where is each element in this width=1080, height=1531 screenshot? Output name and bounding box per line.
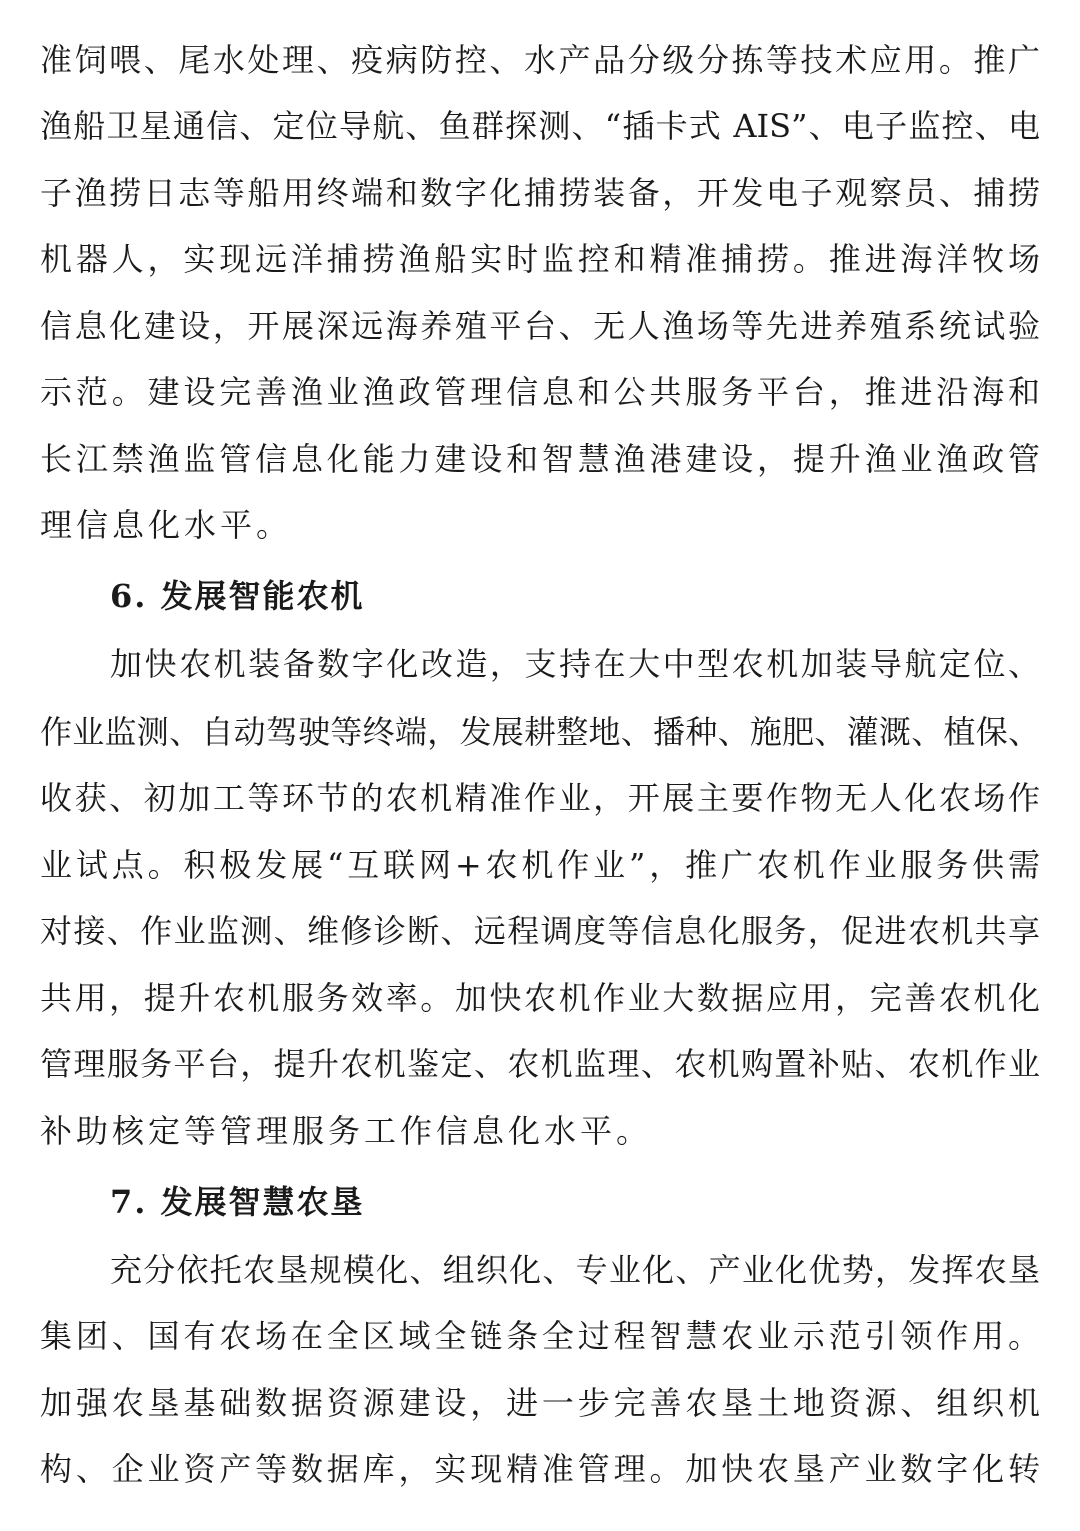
paragraph-line: 长江禁渔监管信息化能力建设和智慧渔港建设，提升渔业渔政管 <box>40 440 1040 478</box>
section-heading-7: 7. 发展智慧农垦 <box>110 1183 365 1221</box>
paragraph-line: 子渔捞日志等船用终端和数字化捕捞装备，开发电子观察员、捕捞 <box>40 174 1040 212</box>
paragraph-line: 收获、初加工等环节的农机精准作业，开展主要作物无人化农场作 <box>40 779 1040 817</box>
paragraph-line: 构、企业资产等数据库，实现精准管理。加快农垦产业数字化转 <box>40 1450 1040 1488</box>
paragraph-line: 示范。建设完善渔业渔政管理信息和公共服务平台，推进沿海和 <box>40 373 1040 411</box>
paragraph-line: 对接、作业监测、维修诊断、远程调度等信息化服务，促进农机共享 <box>40 912 1040 950</box>
paragraph-line: 集团、国有农场在全区域全链条全过程智慧农业示范引领作用。 <box>40 1317 1040 1355</box>
paragraph-line: 加快农机装备数字化改造，支持在大中型农机加装导航定位、 <box>110 645 1040 683</box>
paragraph-line: 共用，提升农机服务效率。加快农机作业大数据应用，完善农机化 <box>40 979 1040 1017</box>
paragraph-line: 加强农垦基础数据资源建设，进一步完善农垦土地资源、组织机 <box>40 1384 1040 1422</box>
paragraph-line: 机器人，实现远洋捕捞渔船实时监控和精准捕捞。推进海洋牧场 <box>40 240 1040 278</box>
paragraph-line: 信息化建设，开展深远海养殖平台、无人渔场等先进养殖系统试验 <box>40 307 1040 345</box>
paragraph-line: 作业监测、自动驾驶等终端，发展耕整地、播种、施肥、灌溉、植保、 <box>40 713 1040 751</box>
paragraph-line: 准饲喂、尾水处理、疫病防控、水产品分级分拣等技术应用。推广 <box>40 41 1040 79</box>
paragraph-line: 渔船卫星通信、定位导航、鱼群探测、“插卡式 AIS”、电子监控、电 <box>40 107 1040 145</box>
paragraph-line: 管理服务平台，提升农机鉴定、农机监理、农机购置补贴、农机作业 <box>40 1045 1040 1083</box>
paragraph-line: 充分依托农垦规模化、组织化、专业化、产业化优势，发挥农垦 <box>110 1251 1040 1289</box>
section-heading-6: 6. 发展智能农机 <box>110 577 365 615</box>
paragraph-line: 业试点。积极发展“互联网+农机作业”，推广农机作业服务供需 <box>40 846 1040 884</box>
paragraph-line: 理信息化水平。 <box>40 506 293 544</box>
paragraph-line: 补助核定等管理服务工作信息化水平。 <box>40 1112 653 1150</box>
